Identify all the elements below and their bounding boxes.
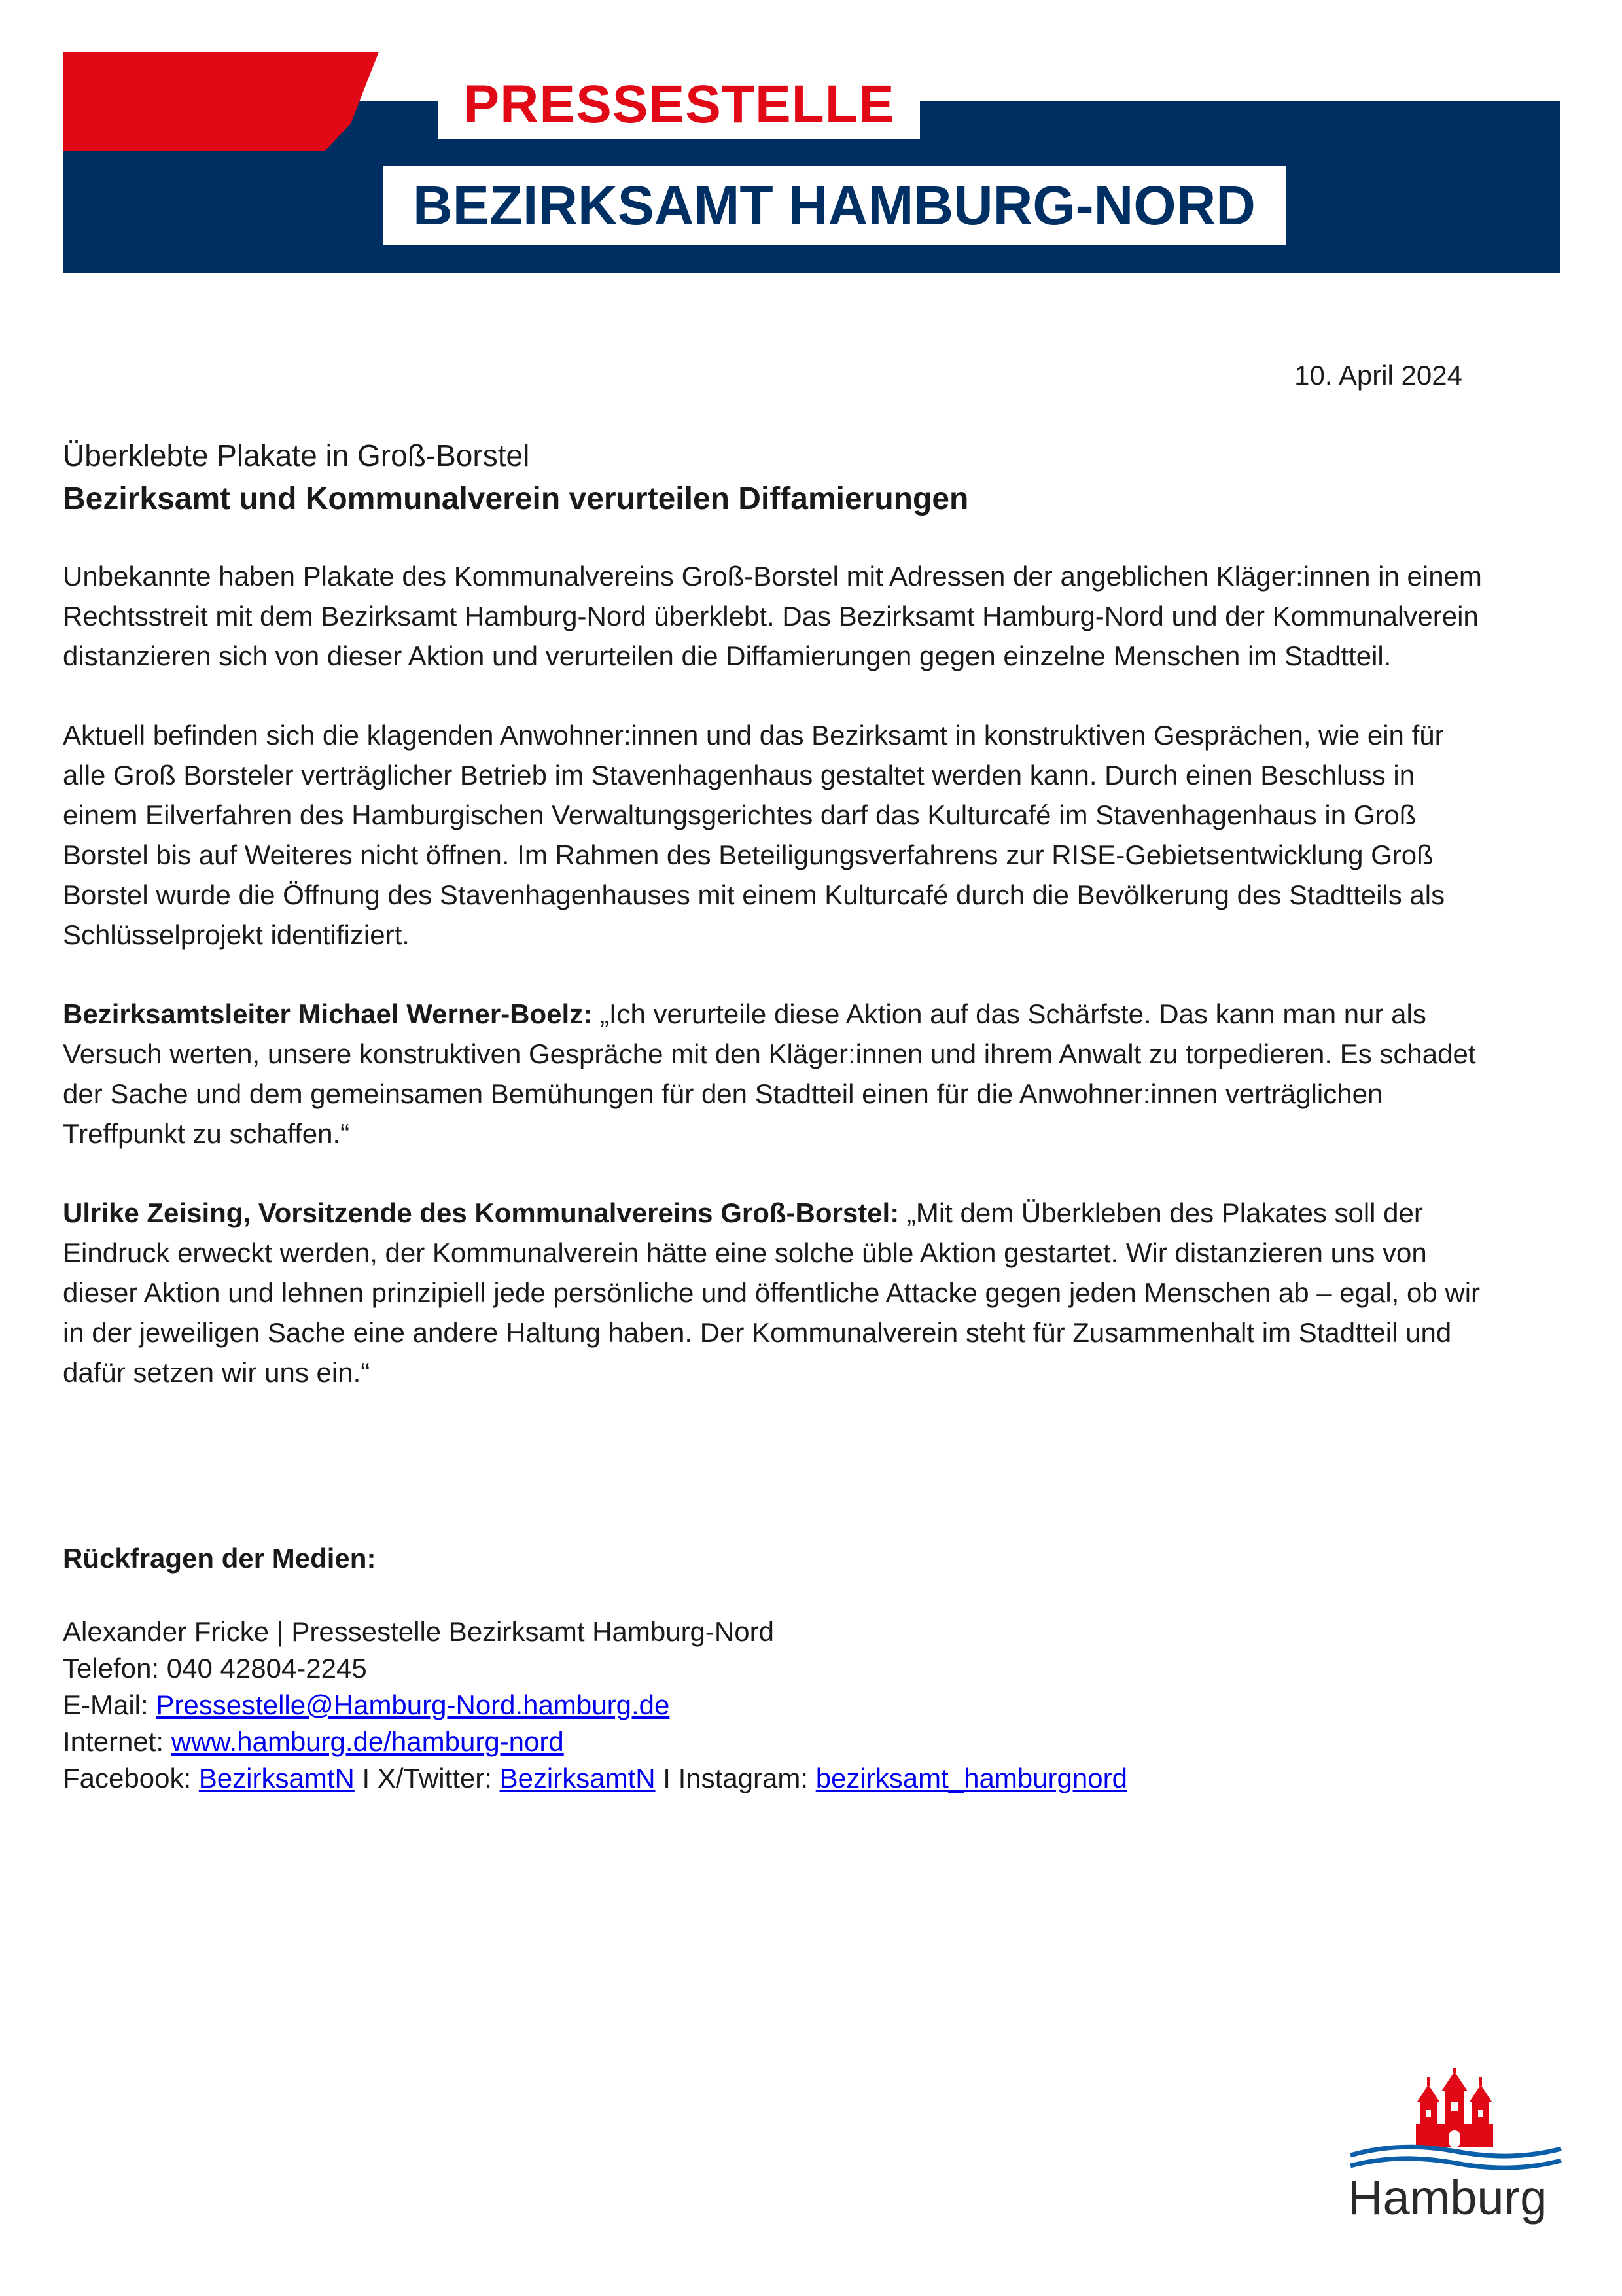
media-contact bbox=[63, 1540, 1489, 1797]
twitter-label: I X/Twitter: bbox=[354, 1763, 500, 1793]
press-date: 10. April 2024 bbox=[1294, 360, 1462, 391]
facebook-link[interactable]: BezirksamtN bbox=[198, 1763, 355, 1793]
contact-name: Alexander Fricke | Pressestelle Bezirksamt Hamburg-Nord bbox=[63, 1616, 774, 1647]
contact-internet-label: Internet: bbox=[63, 1726, 171, 1757]
quote-werner-boelz bbox=[63, 994, 1489, 1154]
paragraph-text: Unbekannte haben Plakate des Kommunalvereins Groß-Borstel mit Adressen der angeblichen Kläger:innen in einem Rechtsstreit mit dem Bezirksamt Hamburg-Nord überklebt. Das Bezirksamt Hamburg-Nord und der Kommunalverein distanzieren sich von dieser Aktion und verurteilen die Diffamierungen gegen einzelne Menschen im Stadtteil. bbox=[63, 561, 1482, 671]
quote-text: „Ich verurteile diese Aktion auf das Schärfste. Das kann man nur als Versuch werten, unsere konstruktiven Gespräche mit den Kläger:innen und ihrem Anwalt zu torpedieren. Es schadet der Sache und dem gemeinsamen Bemühungen für den Stadtteil einen für die Anwohner:innen verträglichen Treffpunkt zu schaffen.“ bbox=[63, 998, 1476, 1149]
email-link[interactable]: Pressestelle@Hamburg-Nord.hamburg.de bbox=[156, 1689, 670, 1720]
paragraph-intro bbox=[63, 556, 1489, 676]
headline-title: Bezirksamt und Kommunalverein verurteilen Diffamierungen bbox=[63, 482, 969, 516]
headline-subtitle: Überklebte Plakate in Groß-Borstel bbox=[63, 438, 530, 472]
hamburg-wordmark: Hamburg bbox=[1348, 2170, 1547, 2225]
quote-speaker: Ulrike Zeising, Vorsitzende des Kommunalvereins Groß-Borstel: bbox=[63, 1197, 900, 1228]
quote-zeising bbox=[63, 1193, 1489, 1392]
office-label: BEZIRKSAMT HAMBURG-NORD bbox=[383, 166, 1286, 245]
contact-social-row bbox=[63, 1760, 1489, 1797]
press-label: PRESSESTELLE bbox=[438, 70, 920, 139]
instagram-label: I Instagram: bbox=[655, 1763, 816, 1793]
contact-internet-row bbox=[63, 1723, 1489, 1760]
contact-phone: Telefon: 040 42804-2245 bbox=[63, 1653, 367, 1684]
paragraph-background bbox=[63, 715, 1489, 955]
contact-email-label: E-Mail: bbox=[63, 1689, 156, 1720]
contact-heading: Rückfragen der Medien: bbox=[63, 1543, 376, 1574]
contact-email-row bbox=[63, 1687, 1489, 1723]
quote-text: „Mit dem Überkleben des Plakates soll der Eindruck erweckt werden, der Kommunalverein hätte eine solche üble Aktion gestartet. Wir distanzieren uns von dieser Aktion und lehnen prinzipiell jede persönliche und öffentliche Attacke gegen jeden Menschen ab – egal, ob wir in der jeweiligen Sache eine andere Haltung haben. Der Kommunalverein steht für Zusammenhalt im Stadtteil und dafür setzen wir uns ein.“ bbox=[63, 1197, 1481, 1388]
press-banner bbox=[63, 52, 1560, 273]
quote-speaker: Bezirksamtsleiter Michael Werner-Boelz: bbox=[63, 998, 593, 1029]
paragraph-text: Aktuell befinden sich die klagenden Anwohner:innen und das Bezirksamt in konstruktiven Gesprächen, wie ein für alle Groß Borsteler verträglicher Betrieb im Stavenhagenhaus gestaltet werden kann. Durch einen Beschluss in einem Eilverfahren des Hamburgischen Verwaltungsgerichtes darf das Kulturcafé im Stavenhagenhaus in Groß Borstel bis auf Weiteres nicht öffnen. Im Rahmen des Beteiligungsverfahrens zur RISE-Gebietsentwicklung Groß Borstel wurde die Öffnung des Stavenhagenhauses mit einem Kulturcafé durch die Bevölkerung des Stadtteils als Schlüsselprojekt identifiziert. bbox=[63, 720, 1445, 950]
instagram-link[interactable]: bezirksamt_hamburgnord bbox=[815, 1763, 1127, 1793]
facebook-label: Facebook: bbox=[63, 1763, 199, 1793]
twitter-link[interactable]: BezirksamtN bbox=[499, 1763, 656, 1793]
website-link[interactable]: www.hamburg.de/hamburg-nord bbox=[171, 1726, 564, 1757]
press-release-body bbox=[63, 434, 1489, 1432]
